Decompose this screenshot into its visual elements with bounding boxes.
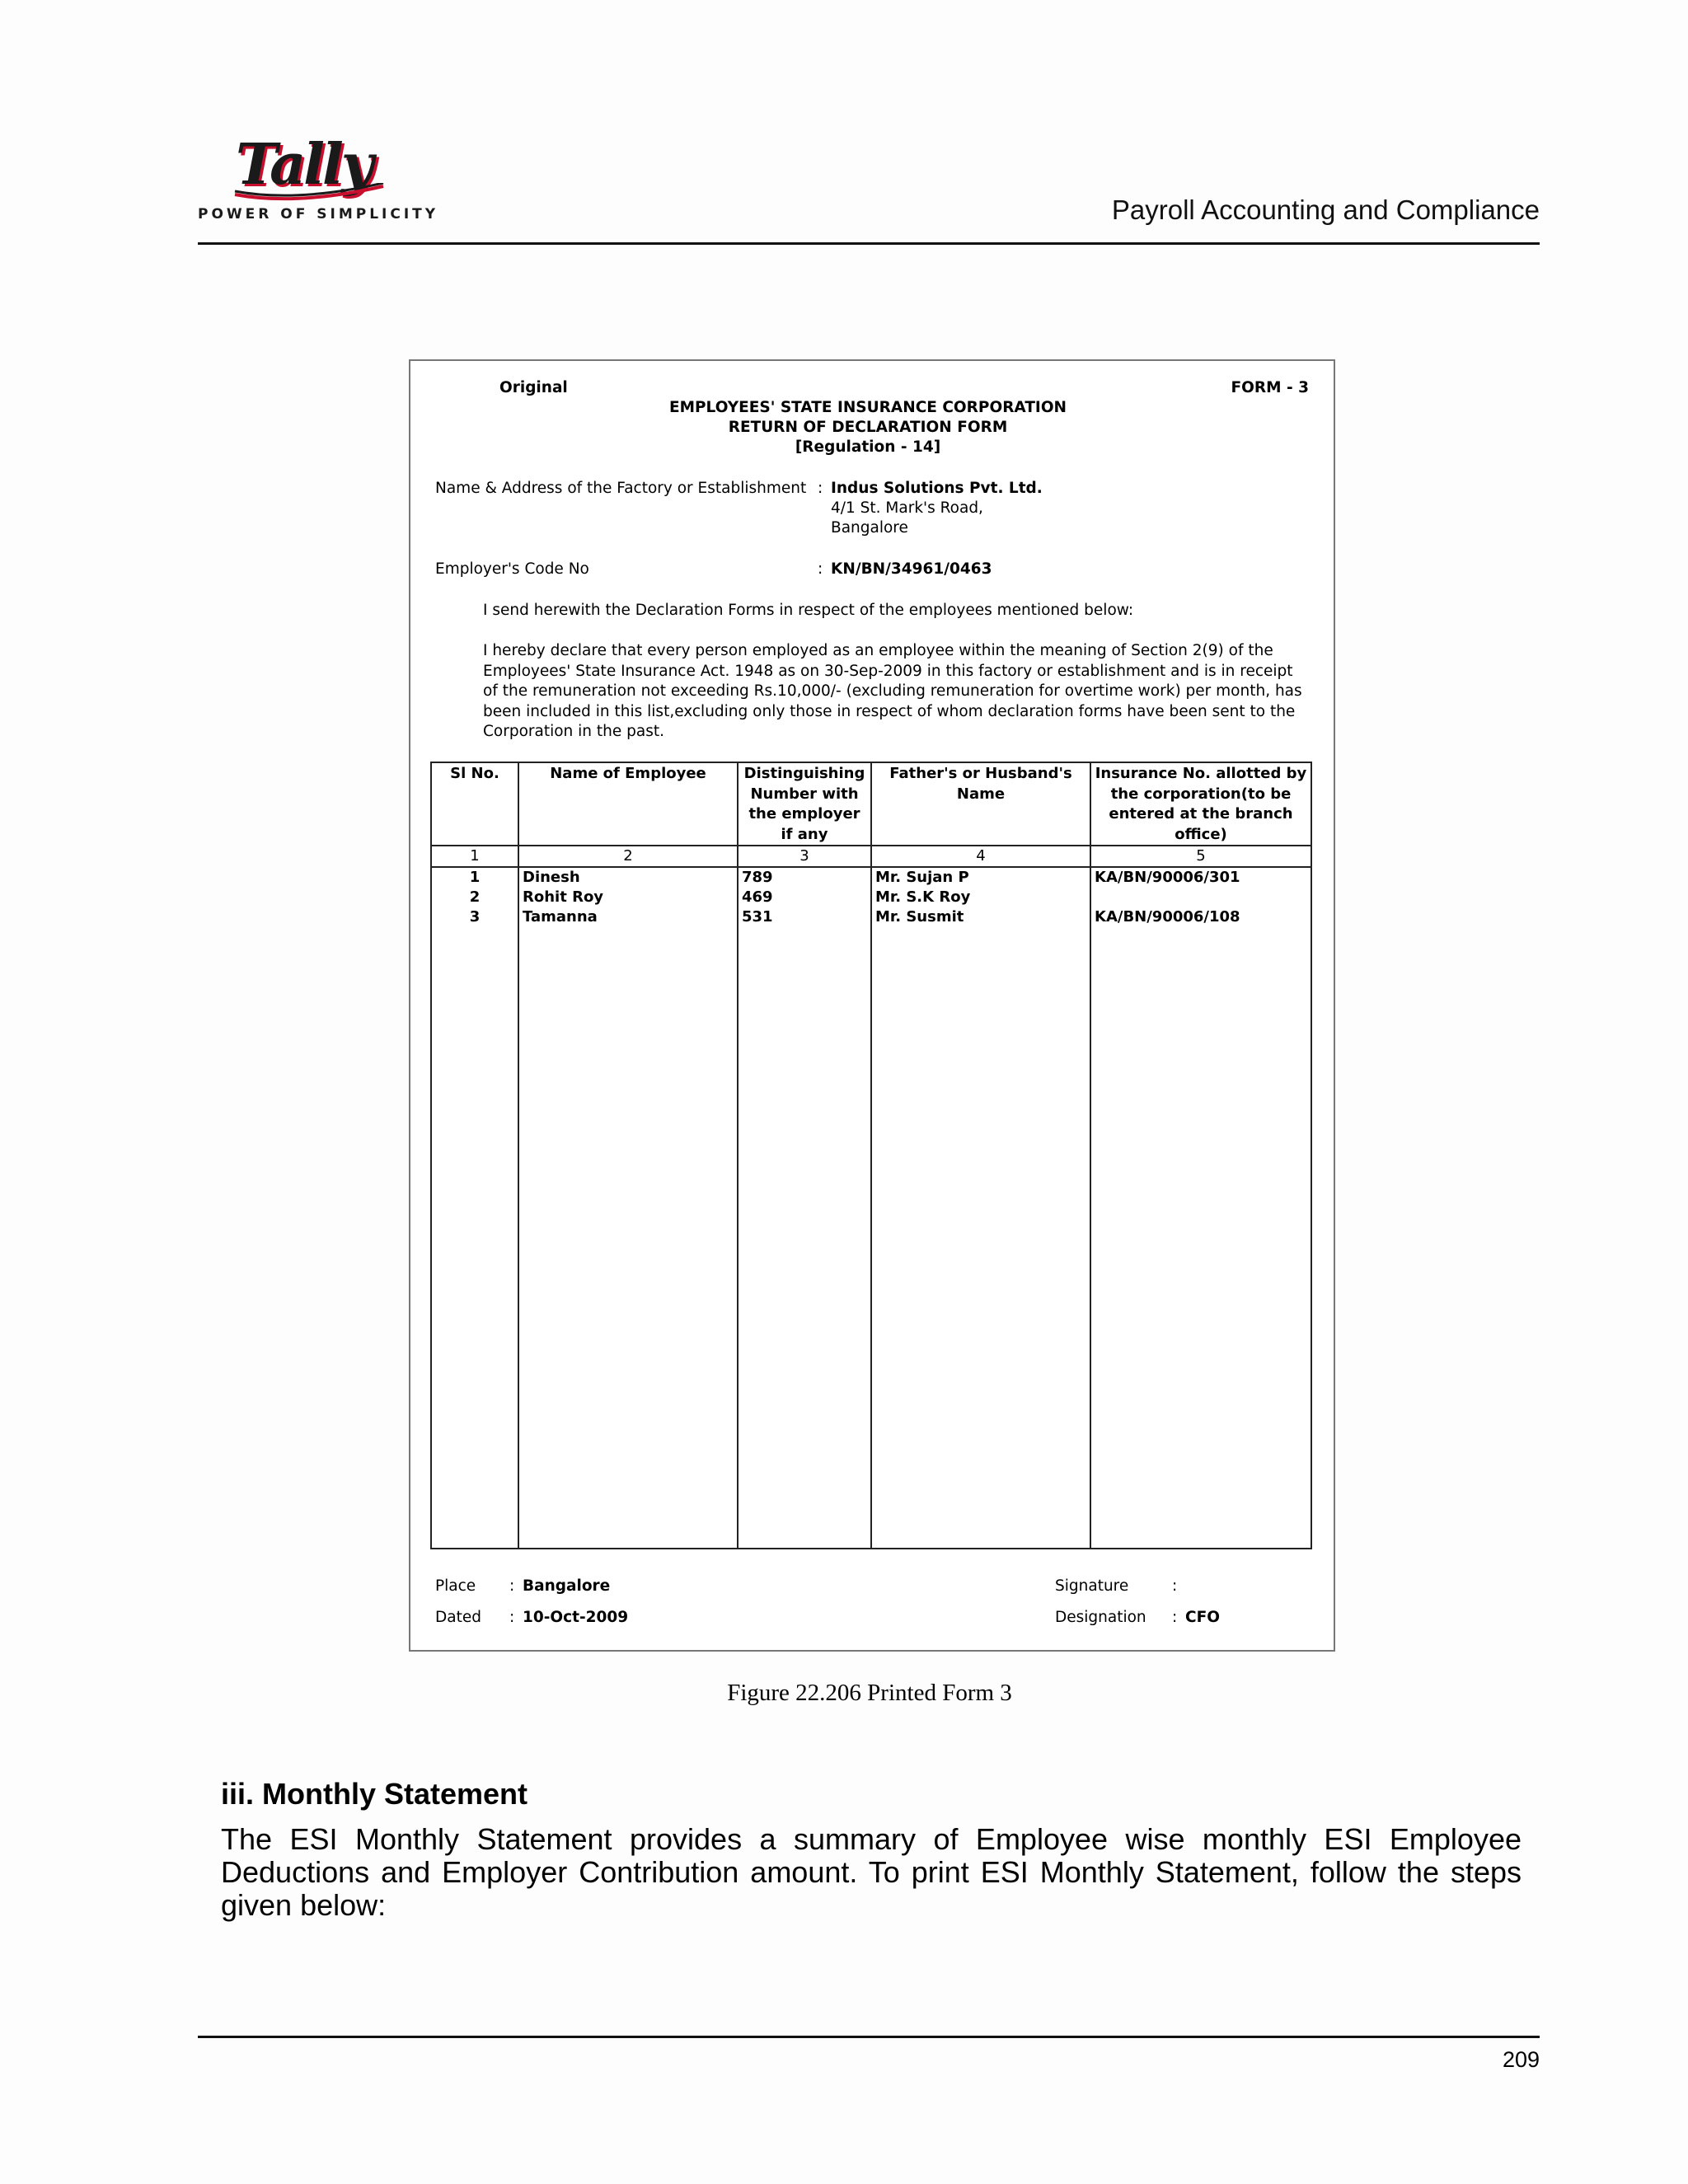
insurance-no bbox=[1090, 888, 1311, 907]
dated-value: 10-Oct-2009 bbox=[523, 1609, 629, 1626]
dated-label: Dated bbox=[435, 1609, 481, 1626]
logo-tagline: POWER OF SIMPLICITY bbox=[198, 206, 439, 223]
employee-name: Dinesh bbox=[518, 867, 738, 888]
employee-name: Rohit Roy bbox=[518, 888, 738, 907]
sl-no: 2 bbox=[431, 888, 518, 907]
insurance-no: KA/BN/90006/301 bbox=[1090, 867, 1311, 888]
table-row bbox=[431, 867, 1311, 888]
column-number: 3 bbox=[738, 846, 871, 867]
company-name: Indus Solutions Pvt. Ltd. bbox=[831, 480, 1043, 497]
employer-code-label: Employer's Code No bbox=[435, 560, 589, 578]
father-husband-name: Mr. Susmit bbox=[871, 907, 1090, 927]
colon: : bbox=[1172, 1609, 1178, 1626]
footer-rule bbox=[198, 2036, 1540, 2038]
logo-swoosh-icon bbox=[231, 183, 387, 208]
employee-table bbox=[430, 762, 1312, 1549]
address-line-1: 4/1 St. Mark's Road, bbox=[831, 499, 983, 517]
distinguishing-number: 469 bbox=[738, 888, 871, 907]
colon: : bbox=[818, 480, 823, 497]
table-row bbox=[431, 888, 1311, 907]
copy-label: Original bbox=[499, 379, 568, 396]
table-row bbox=[431, 907, 1311, 927]
address-line-2: Bangalore bbox=[831, 519, 908, 537]
place-label: Place bbox=[435, 1577, 476, 1595]
employee-name: Tamanna bbox=[518, 907, 738, 927]
column-header: Father's or Husband's Name bbox=[871, 762, 1090, 846]
declaration-text: I hereby declare that every person employed as an employee within the meaning of Section 2(9) of the Employees' State Insurance Act. 1948 as on 30-Sep-2009 in this factory or establishment and is in receipt of the remuneration not exceeding Rs.10,000/- (excluding remuneration for overtime work) per month, has been included in this list,excluding only those in respect of whom declaration forms have been sent to the Corporation in the past. bbox=[483, 642, 1302, 740]
father-husband-name: Mr. S.K Roy bbox=[871, 888, 1090, 907]
designation-label: Designation bbox=[1055, 1609, 1146, 1626]
body-paragraph: The ESI Monthly Statement provides a summary of Employee wise monthly ESI Employee Deductions and Employer Contribution amount. To print ESI Monthly Statement, follow the steps given below: bbox=[221, 1822, 1522, 1922]
intro-text: I send herewith the Declaration Forms in respect of the employees mentioned below: bbox=[483, 602, 1134, 619]
column-number: 5 bbox=[1090, 846, 1311, 867]
employer-code: KN/BN/34961/0463 bbox=[831, 560, 992, 578]
column-number: 2 bbox=[518, 846, 738, 867]
column-number: 1 bbox=[431, 846, 518, 867]
column-header: Name of Employee bbox=[518, 762, 738, 846]
org-title: EMPLOYEES' STATE INSURANCE CORPORATION bbox=[668, 399, 1067, 416]
figure-caption: Figure 22.206 Printed Form 3 bbox=[727, 1680, 1012, 1706]
header-title: Payroll Accounting and Compliance bbox=[1111, 194, 1540, 225]
section-heading: iii. Monthly Statement bbox=[221, 1777, 528, 1811]
regulation: [Regulation - 14] bbox=[795, 438, 941, 456]
insurance-no: KA/BN/90006/108 bbox=[1090, 907, 1311, 927]
distinguishing-number: 789 bbox=[738, 867, 871, 888]
colon: : bbox=[818, 560, 823, 578]
column-header: Insurance No. allotted by the corporation(to be entered at the branch office) bbox=[1090, 762, 1311, 846]
designation-value: CFO bbox=[1185, 1609, 1220, 1626]
colon: : bbox=[509, 1577, 515, 1595]
logo-wordmark: Tally bbox=[236, 132, 372, 198]
column-header: Sl No. bbox=[431, 762, 518, 846]
column-number: 4 bbox=[871, 846, 1090, 867]
father-husband-name: Mr. Sujan P bbox=[871, 867, 1090, 888]
column-header: Distinguishing Number with the employer if any bbox=[738, 762, 871, 846]
place-value: Bangalore bbox=[523, 1577, 611, 1595]
name-address-label: Name & Address of the Factory or Establishment bbox=[435, 480, 807, 497]
tally-logo bbox=[198, 132, 439, 231]
form-title: RETURN OF DECLARATION FORM bbox=[728, 419, 1008, 436]
page-number: 209 bbox=[1502, 2047, 1540, 2072]
header-rule bbox=[198, 242, 1540, 245]
sl-no: 3 bbox=[431, 907, 518, 927]
colon: : bbox=[1172, 1577, 1178, 1595]
table-blank-area bbox=[431, 927, 1311, 1549]
printed-form-3 bbox=[409, 359, 1335, 1652]
form-number: FORM - 3 bbox=[1231, 379, 1309, 396]
distinguishing-number: 531 bbox=[738, 907, 871, 927]
signature-label: Signature bbox=[1055, 1577, 1129, 1595]
sl-no: 1 bbox=[431, 867, 518, 888]
colon: : bbox=[509, 1609, 515, 1626]
